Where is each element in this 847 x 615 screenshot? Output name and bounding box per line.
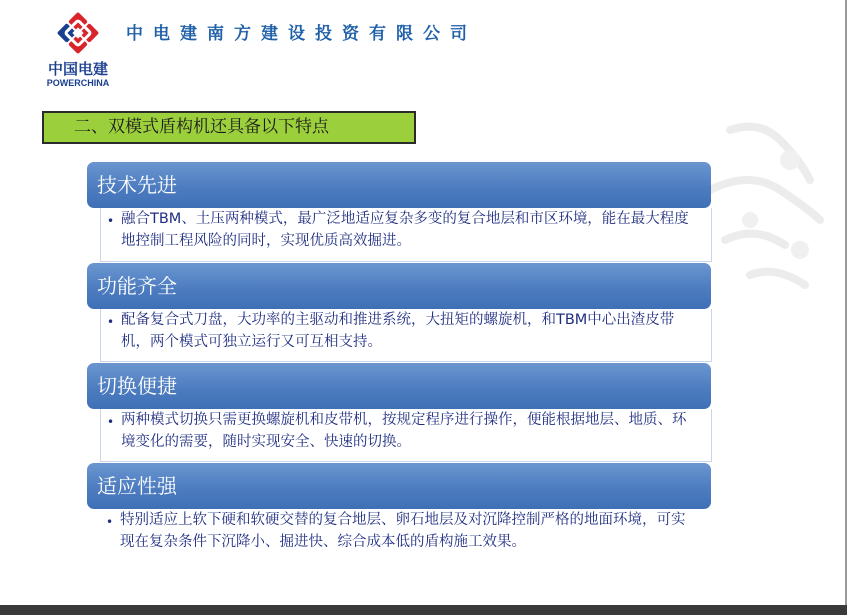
feature-text: 两种模式切换只需更换螺旋机和皮带机，按规定程序进行操作，便能根据地层、地质、环境变化的需要，随时实现安全、快速的切换。 — [121, 412, 687, 450]
powerchina-logo — [38, 8, 118, 88]
powerchina-logo-icon — [52, 8, 104, 58]
bullet-icon: • — [107, 214, 115, 228]
company-name: 中电建南方建设投资有限公司 — [126, 24, 477, 44]
logo-en-text: POWERCHINA — [46, 78, 110, 88]
feature-text: 融合TBM、土压两种模式，最广泛地适应复杂多变的复合地层和市区环境，能在最大程度地控制工程风险的同时，实现优质高效掘进。 — [121, 211, 689, 249]
feature-header-switching: 切换便捷 — [87, 363, 711, 409]
feature-text: 特别适应上软下硬和软硬交替的复合地层、卵石地层及对沉降控制严格的地面环境，可实现在复杂条件下沉降小、掘进快、综合成本低的盾构施工效果。 — [120, 512, 686, 550]
feature-body-technology — [100, 208, 712, 262]
feature-body-adaptability — [100, 509, 712, 585]
logo-cn-text: 中国电建 — [47, 60, 108, 78]
bottom-strip — [0, 605, 847, 615]
feature-header-technology: 技术先进 — [87, 162, 711, 208]
section-title: 二、双模式盾构机还具备以下特点 — [42, 111, 416, 144]
feature-body-switching — [100, 409, 712, 462]
feature-body-functions — [100, 309, 712, 362]
bullet-icon: • — [106, 515, 114, 529]
bullet-icon: • — [107, 415, 115, 429]
watermark-decoration — [690, 100, 840, 320]
feature-header-adaptability: 适应性强 — [87, 463, 711, 509]
feature-header-functions: 功能齐全 — [87, 263, 711, 309]
bullet-icon: • — [107, 315, 115, 329]
feature-text: 配备复合式刀盘，大功率的主驱动和推进系统，大扭矩的螺旋机，和TBM中心出渣皮带机，两个模式可独立运行又可互相支持。 — [121, 312, 675, 350]
